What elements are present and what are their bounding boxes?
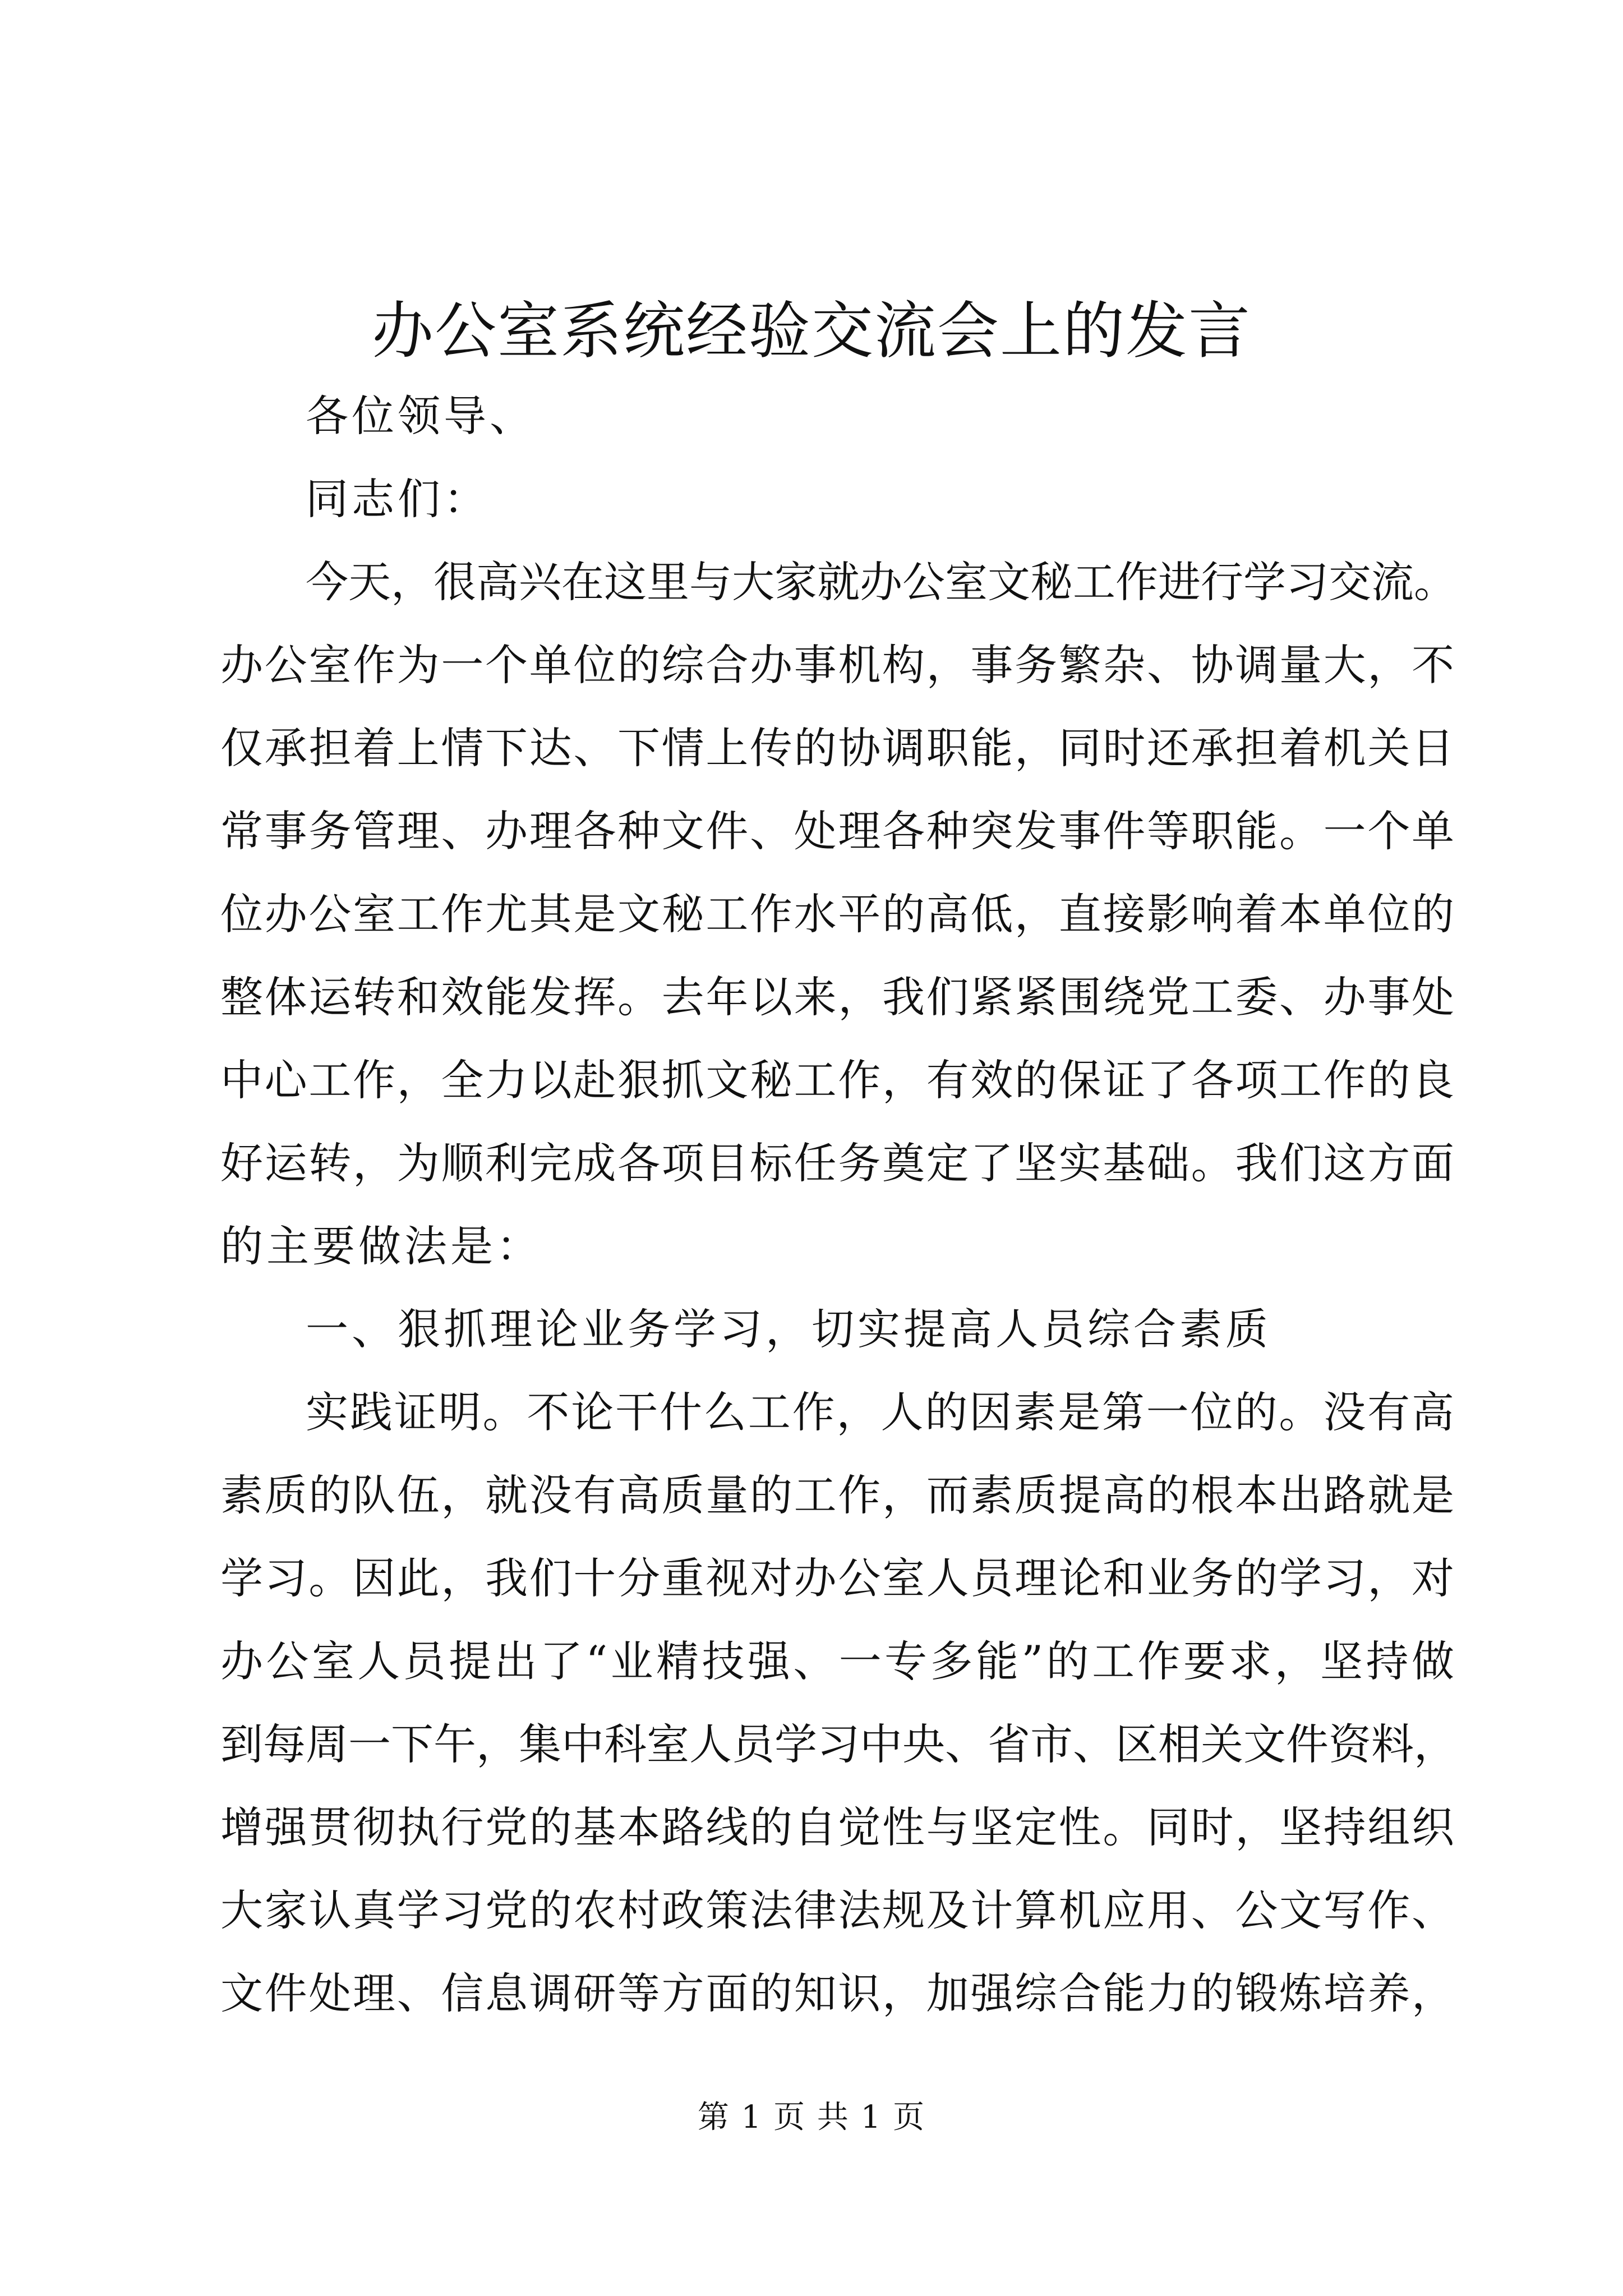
paragraph-line: 实践证明。不论干什么工作，人的因素是第一位的。没有高 [306, 1387, 1454, 1437]
paragraph-line: 办公室作为一个单位的综合办事机构，事务繁杂、协调量大，不 [220, 640, 1454, 690]
page-number-footer: 第 1 页 共 1 页 [697, 2099, 926, 2136]
paragraph-line: 位办公室工作尤其是文秘工作水平的高低，直接影响着本单位的 [220, 889, 1454, 939]
paragraph-line: 好运转，为顺利完成各项目标任务奠定了坚实基础。我们这方面 [220, 1138, 1454, 1188]
paragraph-line: 增强贯彻执行党的基本路线的自觉性与坚定性。同时，坚持组织 [220, 1802, 1454, 1852]
salutation-line: 各位领导、 [306, 391, 536, 441]
paragraph-line: 学习。因此，我们十分重视对办公室人员理论和业务的学习，对 [220, 1553, 1454, 1603]
paragraph-line: 中心工作，全力以赴狠抓文秘工作，有效的保证了各项工作的良 [220, 1055, 1454, 1105]
paragraph-line: 的主要做法是： [220, 1221, 542, 1271]
paragraph-line: 仅承担着上情下达、下情上传的协调职能，同时还承担着机关日 [220, 723, 1454, 773]
salutation-line: 同志们： [306, 474, 490, 524]
document-title: 办公室系统经验交流会上的发言 [372, 295, 1251, 367]
paragraph-line: 素质的队伍，就没有高质量的工作，而素质提高的根本出路就是 [220, 1470, 1454, 1520]
paragraph-line: 到每周一下午，集中科室人员学习中央、省市、区相关文件资料， [220, 1719, 1456, 1769]
paragraph-line: 整体运转和效能发挥。去年以来，我们紧紧围绕党工委、办事处 [220, 972, 1454, 1022]
paragraph-line: 常事务管理、办理各种文件、处理各种突发事件等职能。一个单 [220, 806, 1454, 856]
paragraph-line: 办公室人员提出了“业精技强、一专多能”的工作要求，坚持做 [220, 1636, 1454, 1686]
paragraph-line: 大家认真学习党的农村政策法律法规及计算机应用、公文写作、 [220, 1885, 1454, 1935]
document-body [220, 375, 1454, 2035]
paragraph-line: 文件处理、信息调研等方面的知识，加强综合能力的锻炼培养， [220, 1968, 1454, 2018]
section-heading: 一、狠抓理论业务学习，切实提高人员综合素质 [306, 1304, 1271, 1354]
paragraph-line: 今天，很高兴在这里与大家就办公室文秘工作进行学习交流。 [306, 557, 1456, 607]
